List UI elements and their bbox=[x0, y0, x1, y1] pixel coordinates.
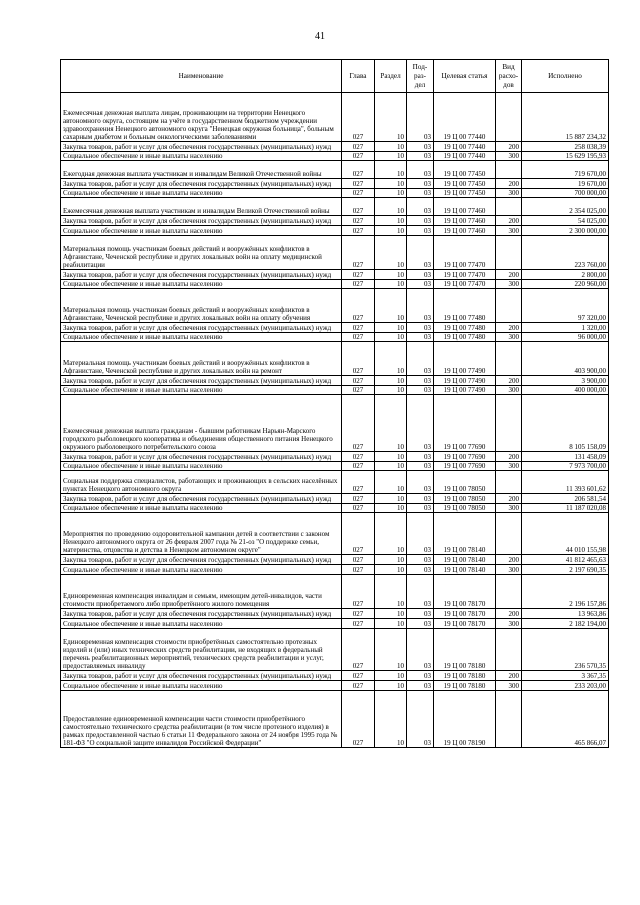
row-expense-kind: 200 bbox=[496, 609, 522, 619]
row-section: 10 bbox=[375, 142, 407, 152]
table-row bbox=[61, 513, 609, 555]
row-executed: 41 812 465,63 bbox=[522, 555, 609, 565]
row-subsection: 03 bbox=[407, 376, 434, 386]
row-section: 10 bbox=[375, 575, 407, 609]
row-chapter: 027 bbox=[342, 691, 375, 748]
row-expense-kind: 200 bbox=[496, 494, 522, 504]
row-executed: 8 105 158,09 bbox=[522, 395, 609, 452]
row-section: 10 bbox=[375, 629, 407, 671]
row-section: 10 bbox=[375, 691, 407, 748]
row-chapter: 027 bbox=[342, 226, 375, 236]
row-expense-kind: 300 bbox=[496, 333, 522, 342]
row-chapter: 027 bbox=[342, 280, 375, 289]
row-section: 10 bbox=[375, 342, 407, 376]
table-row bbox=[61, 93, 609, 142]
row-chapter: 027 bbox=[342, 189, 375, 198]
row-name: Социальное обеспечение и иные выплаты населению bbox=[61, 152, 342, 161]
row-expense-kind: 300 bbox=[496, 565, 522, 575]
table-row bbox=[61, 462, 609, 471]
row-subsection: 03 bbox=[407, 462, 434, 471]
table-row bbox=[61, 452, 609, 462]
row-expense-kind bbox=[496, 198, 522, 216]
row-expense-kind bbox=[496, 513, 522, 555]
row-chapter: 027 bbox=[342, 216, 375, 226]
row-target-article: 19 Ц 00 78180 bbox=[434, 629, 496, 671]
row-executed: 44 010 155,98 bbox=[522, 513, 609, 555]
row-expense-kind bbox=[496, 161, 522, 179]
row-section: 10 bbox=[375, 513, 407, 555]
table-row bbox=[61, 471, 609, 494]
row-executed: 19 670,00 bbox=[522, 179, 609, 189]
row-name: Закупка товаров, работ и услуг для обеспечения государственных (муниципальных) нужд bbox=[61, 216, 342, 226]
row-name: Социальное обеспечение и иные выплаты населению bbox=[61, 189, 342, 198]
row-subsection: 03 bbox=[407, 555, 434, 565]
row-executed: 236 570,35 bbox=[522, 629, 609, 671]
row-section: 10 bbox=[375, 504, 407, 513]
row-section: 10 bbox=[375, 395, 407, 452]
row-target-article: 19 Ц 00 77450 bbox=[434, 179, 496, 189]
row-name: Социальное обеспечение и иные выплаты населению bbox=[61, 462, 342, 471]
table-row bbox=[61, 323, 609, 333]
row-target-article: 19 Ц 00 78050 bbox=[434, 471, 496, 494]
row-expense-kind: 200 bbox=[496, 452, 522, 462]
table-row bbox=[61, 289, 609, 323]
row-expense-kind: 200 bbox=[496, 555, 522, 565]
row-subsection: 03 bbox=[407, 142, 434, 152]
row-subsection: 03 bbox=[407, 619, 434, 629]
row-section: 10 bbox=[375, 671, 407, 681]
row-chapter: 027 bbox=[342, 395, 375, 452]
row-subsection: 03 bbox=[407, 342, 434, 376]
table-row bbox=[61, 494, 609, 504]
row-target-article: 19 Ц 00 78140 bbox=[434, 513, 496, 555]
row-executed: 96 000,00 bbox=[522, 333, 609, 342]
row-expense-kind bbox=[496, 395, 522, 452]
row-expense-kind: 200 bbox=[496, 216, 522, 226]
row-executed: 2 197 690,35 bbox=[522, 565, 609, 575]
table-row bbox=[61, 386, 609, 395]
row-target-article: 19 Ц 00 77480 bbox=[434, 323, 496, 333]
table-row bbox=[61, 395, 609, 452]
row-executed: 97 320,00 bbox=[522, 289, 609, 323]
row-target-article: 19 Ц 00 77440 bbox=[434, 142, 496, 152]
row-subsection: 03 bbox=[407, 504, 434, 513]
row-subsection: 03 bbox=[407, 93, 434, 142]
row-name: Ежемесячная денежная выплата лицам, проживающим на территории Ненецкого автономного округа, состоящим на учёте в государственном бюджетном учреждении здравоохранения Ненецкого автономного округа "Ненецкая окружная больница", больным сахарным диабетом и больным онкологическими заболеваниями bbox=[61, 93, 342, 142]
header-target-article: Целевая статья bbox=[434, 60, 496, 93]
row-name: Ежемесячная денежная выплата участникам и инвалидам Великой Отечественной войны bbox=[61, 198, 342, 216]
row-subsection: 03 bbox=[407, 216, 434, 226]
row-subsection: 03 bbox=[407, 513, 434, 555]
row-expense-kind: 300 bbox=[496, 226, 522, 236]
row-executed: 719 670,00 bbox=[522, 161, 609, 179]
row-subsection: 03 bbox=[407, 152, 434, 161]
table-row bbox=[61, 189, 609, 198]
row-target-article: 19 Ц 00 77480 bbox=[434, 333, 496, 342]
row-subsection: 03 bbox=[407, 681, 434, 691]
row-executed: 465 866,07 bbox=[522, 691, 609, 748]
row-section: 10 bbox=[375, 386, 407, 395]
row-section: 10 bbox=[375, 323, 407, 333]
row-expense-kind bbox=[496, 575, 522, 609]
row-name: Закупка товаров, работ и услуг для обеспечения государственных (муниципальных) нужд bbox=[61, 452, 342, 462]
row-expense-kind: 200 bbox=[496, 671, 522, 681]
row-subsection: 03 bbox=[407, 629, 434, 671]
row-section: 10 bbox=[375, 565, 407, 575]
row-subsection: 03 bbox=[407, 189, 434, 198]
table-row bbox=[61, 161, 609, 179]
row-name: Единовременная компенсация инвалидам и семьям, имеющим детей-инвалидов, части стоимости приобретаемого либо приобретённого жилого помещения bbox=[61, 575, 342, 609]
row-subsection: 03 bbox=[407, 494, 434, 504]
row-subsection: 03 bbox=[407, 198, 434, 216]
row-chapter: 027 bbox=[342, 333, 375, 342]
row-target-article: 19 Ц 00 77440 bbox=[434, 152, 496, 161]
table-row bbox=[61, 142, 609, 152]
row-executed: 403 900,00 bbox=[522, 342, 609, 376]
row-name: Закупка товаров, работ и услуг для обеспечения государственных (муниципальных) нужд bbox=[61, 270, 342, 280]
row-subsection: 03 bbox=[407, 565, 434, 575]
row-section: 10 bbox=[375, 152, 407, 161]
header-expense-kind: Вид расхо- дов bbox=[496, 60, 522, 93]
row-expense-kind: 300 bbox=[496, 462, 522, 471]
row-executed: 15 887 234,32 bbox=[522, 93, 609, 142]
table-row bbox=[61, 342, 609, 376]
table-row bbox=[61, 629, 609, 671]
row-name: Закупка товаров, работ и услуг для обеспечения государственных (муниципальных) нужд bbox=[61, 376, 342, 386]
row-target-article: 19 Ц 00 78140 bbox=[434, 565, 496, 575]
row-target-article: 19 Ц 00 77470 bbox=[434, 236, 496, 270]
row-section: 10 bbox=[375, 681, 407, 691]
row-subsection: 03 bbox=[407, 671, 434, 681]
row-executed: 131 458,09 bbox=[522, 452, 609, 462]
row-target-article: 19 Ц 00 77460 bbox=[434, 216, 496, 226]
row-chapter: 027 bbox=[342, 462, 375, 471]
table-row bbox=[61, 671, 609, 681]
row-chapter: 027 bbox=[342, 504, 375, 513]
row-executed: 11 187 020,08 bbox=[522, 504, 609, 513]
row-section: 10 bbox=[375, 609, 407, 619]
row-chapter: 027 bbox=[342, 152, 375, 161]
row-section: 10 bbox=[375, 376, 407, 386]
row-chapter: 027 bbox=[342, 270, 375, 280]
row-target-article: 19 Ц 00 77460 bbox=[434, 226, 496, 236]
row-expense-kind bbox=[496, 471, 522, 494]
header-chapter: Глава bbox=[342, 60, 375, 93]
row-chapter: 027 bbox=[342, 609, 375, 619]
row-target-article: 19 Ц 00 77690 bbox=[434, 395, 496, 452]
row-section: 10 bbox=[375, 452, 407, 462]
row-target-article: 19 Ц 00 77460 bbox=[434, 198, 496, 216]
row-target-article: 19 Ц 00 78170 bbox=[434, 575, 496, 609]
row-expense-kind bbox=[496, 289, 522, 323]
row-section: 10 bbox=[375, 494, 407, 504]
row-chapter: 027 bbox=[342, 513, 375, 555]
row-executed: 233 203,00 bbox=[522, 681, 609, 691]
row-target-article: 19 Ц 00 77450 bbox=[434, 189, 496, 198]
row-target-article: 19 Ц 00 78180 bbox=[434, 671, 496, 681]
row-section: 10 bbox=[375, 189, 407, 198]
row-section: 10 bbox=[375, 93, 407, 142]
row-target-article: 19 Ц 00 77490 bbox=[434, 342, 496, 376]
header-name: Наименование bbox=[61, 60, 342, 93]
row-section: 10 bbox=[375, 333, 407, 342]
table-row bbox=[61, 565, 609, 575]
row-section: 10 bbox=[375, 226, 407, 236]
row-expense-kind: 200 bbox=[496, 142, 522, 152]
row-name: Закупка товаров, работ и услуг для обеспечения государственных (муниципальных) нужд bbox=[61, 609, 342, 619]
table-row bbox=[61, 504, 609, 513]
row-subsection: 03 bbox=[407, 161, 434, 179]
row-chapter: 027 bbox=[342, 619, 375, 629]
row-section: 10 bbox=[375, 198, 407, 216]
row-subsection: 03 bbox=[407, 270, 434, 280]
row-name: Единовременная компенсация стоимости приобретённых самостоятельно протезных изделий и (или) иных технических средств реабилитации, не входящих в федеральный перечень реабилитационных мероприятий, технических средств реабилитации и услуг, предоставляемых инвалиду bbox=[61, 629, 342, 671]
row-section: 10 bbox=[375, 462, 407, 471]
row-name: Закупка товаров, работ и услуг для обеспечения государственных (муниципальных) нужд bbox=[61, 142, 342, 152]
row-chapter: 027 bbox=[342, 555, 375, 565]
row-name: Материальная помощь участникам боевых действий и вооружённых конфликтов в Афганистане, Чеченской республике и других локальных войн на оплату медицинской реабилитации bbox=[61, 236, 342, 270]
row-expense-kind: 300 bbox=[496, 504, 522, 513]
row-chapter: 027 bbox=[342, 386, 375, 395]
row-subsection: 03 bbox=[407, 609, 434, 619]
row-name: Социальное обеспечение и иные выплаты населению bbox=[61, 386, 342, 395]
table-row bbox=[61, 226, 609, 236]
row-target-article: 19 Ц 00 77490 bbox=[434, 376, 496, 386]
row-chapter: 027 bbox=[342, 179, 375, 189]
row-chapter: 027 bbox=[342, 565, 375, 575]
row-expense-kind: 200 bbox=[496, 376, 522, 386]
row-name: Социальное обеспечение и иные выплаты населению bbox=[61, 226, 342, 236]
row-name: Закупка товаров, работ и услуг для обеспечения государственных (муниципальных) нужд bbox=[61, 671, 342, 681]
row-subsection: 03 bbox=[407, 280, 434, 289]
row-expense-kind: 300 bbox=[496, 386, 522, 395]
row-chapter: 027 bbox=[342, 161, 375, 179]
row-target-article: 19 Ц 00 78170 bbox=[434, 619, 496, 629]
row-expense-kind bbox=[496, 629, 522, 671]
row-expense-kind: 300 bbox=[496, 681, 522, 691]
row-executed: 2 182 194,00 bbox=[522, 619, 609, 629]
row-expense-kind: 300 bbox=[496, 619, 522, 629]
row-subsection: 03 bbox=[407, 179, 434, 189]
row-target-article: 19 Ц 00 78190 bbox=[434, 691, 496, 748]
header-subsection: Под- раз- дел bbox=[407, 60, 434, 93]
row-subsection: 03 bbox=[407, 575, 434, 609]
table-row bbox=[61, 681, 609, 691]
row-target-article: 19 Ц 00 77480 bbox=[434, 289, 496, 323]
row-subsection: 03 bbox=[407, 452, 434, 462]
row-expense-kind bbox=[496, 691, 522, 748]
row-executed: 3 367,35 bbox=[522, 671, 609, 681]
row-expense-kind: 300 bbox=[496, 152, 522, 161]
page-number: 41 bbox=[315, 31, 325, 42]
row-chapter: 027 bbox=[342, 142, 375, 152]
row-executed: 11 393 601,62 bbox=[522, 471, 609, 494]
row-chapter: 027 bbox=[342, 236, 375, 270]
table-row bbox=[61, 555, 609, 565]
row-section: 10 bbox=[375, 555, 407, 565]
row-executed: 2 196 157,86 bbox=[522, 575, 609, 609]
row-subsection: 03 bbox=[407, 691, 434, 748]
row-executed: 15 629 195,93 bbox=[522, 152, 609, 161]
row-chapter: 027 bbox=[342, 342, 375, 376]
row-name: Закупка товаров, работ и услуг для обеспечения государственных (муниципальных) нужд bbox=[61, 555, 342, 565]
row-executed: 7 973 700,00 bbox=[522, 462, 609, 471]
row-expense-kind bbox=[496, 236, 522, 270]
row-expense-kind: 200 bbox=[496, 270, 522, 280]
row-name: Материальная помощь участникам боевых действий и вооружённых конфликтов в Афганистане, Чеченской республике и других локальных войн на оплату обучения bbox=[61, 289, 342, 323]
row-target-article: 19 Ц 00 77450 bbox=[434, 161, 496, 179]
table-row bbox=[61, 619, 609, 629]
row-executed: 2 800,00 bbox=[522, 270, 609, 280]
row-name: Материальная помощь участникам боевых действий и вооружённых конфликтов в Афганистане, Чеченской республике и других локальных войн на ремонт bbox=[61, 342, 342, 376]
row-target-article: 19 Ц 00 77690 bbox=[434, 452, 496, 462]
row-name: Закупка товаров, работ и услуг для обеспечения государственных (муниципальных) нужд bbox=[61, 323, 342, 333]
row-target-article: 19 Ц 00 78050 bbox=[434, 504, 496, 513]
row-section: 10 bbox=[375, 179, 407, 189]
row-executed: 258 038,39 bbox=[522, 142, 609, 152]
row-chapter: 027 bbox=[342, 671, 375, 681]
row-executed: 206 581,54 bbox=[522, 494, 609, 504]
table-row bbox=[61, 198, 609, 216]
row-chapter: 027 bbox=[342, 494, 375, 504]
header-row bbox=[61, 60, 609, 93]
row-target-article: 19 Ц 00 77490 bbox=[434, 386, 496, 395]
row-name: Социальное обеспечение и иные выплаты населению bbox=[61, 333, 342, 342]
row-chapter: 027 bbox=[342, 323, 375, 333]
row-name: Ежемесячная денежная выплата гражданам - бывшим работникам Нарьян-Марского городского рыболовецкого кооператива и объединения общественного питания Ненецкого окружного рыболовецкого потребительского союза bbox=[61, 395, 342, 452]
row-target-article: 19 Ц 00 77440 bbox=[434, 93, 496, 142]
row-executed: 3 900,00 bbox=[522, 376, 609, 386]
row-name: Социальное обеспечение и иные выплаты населению bbox=[61, 565, 342, 575]
table-row bbox=[61, 236, 609, 270]
table-row bbox=[61, 270, 609, 280]
row-executed: 220 960,00 bbox=[522, 280, 609, 289]
row-subsection: 03 bbox=[407, 471, 434, 494]
row-section: 10 bbox=[375, 619, 407, 629]
header-executed: Исполнено bbox=[522, 60, 609, 93]
row-subsection: 03 bbox=[407, 289, 434, 323]
row-executed: 400 000,00 bbox=[522, 386, 609, 395]
row-section: 10 bbox=[375, 161, 407, 179]
row-section: 10 bbox=[375, 236, 407, 270]
row-executed: 54 025,00 bbox=[522, 216, 609, 226]
row-chapter: 027 bbox=[342, 198, 375, 216]
table-row bbox=[61, 333, 609, 342]
header-section: Раздел bbox=[375, 60, 407, 93]
table-row bbox=[61, 179, 609, 189]
row-executed: 2 300 000,00 bbox=[522, 226, 609, 236]
budget-table bbox=[60, 59, 609, 748]
row-name: Социальное обеспечение и иные выплаты населению bbox=[61, 280, 342, 289]
row-chapter: 027 bbox=[342, 289, 375, 323]
row-chapter: 027 bbox=[342, 681, 375, 691]
row-expense-kind: 300 bbox=[496, 189, 522, 198]
row-target-article: 19 Ц 00 78050 bbox=[434, 494, 496, 504]
row-name: Закупка товаров, работ и услуг для обеспечения государственных (муниципальных) нужд bbox=[61, 494, 342, 504]
row-target-article: 19 Ц 00 78170 bbox=[434, 609, 496, 619]
row-subsection: 03 bbox=[407, 323, 434, 333]
row-name: Ежегодная денежная выплата участникам и инвалидам Великой Отечественной войны bbox=[61, 161, 342, 179]
row-expense-kind bbox=[496, 93, 522, 142]
row-expense-kind: 200 bbox=[496, 323, 522, 333]
row-section: 10 bbox=[375, 471, 407, 494]
row-chapter: 027 bbox=[342, 629, 375, 671]
row-expense-kind: 200 bbox=[496, 179, 522, 189]
row-name: Мероприятия по проведению оздоровительной кампании детей в соответствии с законом Ненецкого автономного округа от 26 февраля 2007 года № 21-оз "О поддержке семьи, материнства, отцовства и детства в Ненецком автономном округе" bbox=[61, 513, 342, 555]
row-target-article: 19 Ц 00 77690 bbox=[434, 462, 496, 471]
row-subsection: 03 bbox=[407, 386, 434, 395]
row-target-article: 19 Ц 00 77470 bbox=[434, 270, 496, 280]
row-name: Предоставление единовременной компенсации части стоимости приобретённого самостоятельно технического средства реабилитации (в том числе протезного изделия) в рамках предоставленной частью 6 статьи 11 Федерального закона от 24 ноября 1995 года № 181-ФЗ "О социальной защите инвалидов Российской Федерации" bbox=[61, 691, 342, 748]
row-name: Социальное обеспечение и иные выплаты населению bbox=[61, 619, 342, 629]
row-subsection: 03 bbox=[407, 236, 434, 270]
row-chapter: 027 bbox=[342, 575, 375, 609]
row-expense-kind bbox=[496, 342, 522, 376]
table-row bbox=[61, 609, 609, 619]
row-chapter: 027 bbox=[342, 376, 375, 386]
table-row bbox=[61, 376, 609, 386]
row-executed: 700 000,00 bbox=[522, 189, 609, 198]
row-target-article: 19 Ц 00 77470 bbox=[434, 280, 496, 289]
row-name: Социальная поддержка специалистов, работающих и проживающих в сельских населённых пунктах Ненецкого автономного округа bbox=[61, 471, 342, 494]
row-chapter: 027 bbox=[342, 93, 375, 142]
table-row bbox=[61, 575, 609, 609]
row-subsection: 03 bbox=[407, 333, 434, 342]
row-target-article: 19 Ц 00 78140 bbox=[434, 555, 496, 565]
row-subsection: 03 bbox=[407, 226, 434, 236]
row-expense-kind: 300 bbox=[496, 280, 522, 289]
row-name: Закупка товаров, работ и услуг для обеспечения государственных (муниципальных) нужд bbox=[61, 179, 342, 189]
table-row bbox=[61, 152, 609, 161]
row-name: Социальное обеспечение и иные выплаты населению bbox=[61, 504, 342, 513]
row-executed: 13 963,86 bbox=[522, 609, 609, 619]
row-chapter: 027 bbox=[342, 471, 375, 494]
table-row bbox=[61, 280, 609, 289]
row-executed: 2 354 025,00 bbox=[522, 198, 609, 216]
row-chapter: 027 bbox=[342, 452, 375, 462]
row-subsection: 03 bbox=[407, 395, 434, 452]
row-section: 10 bbox=[375, 289, 407, 323]
row-executed: 1 320,00 bbox=[522, 323, 609, 333]
table-row bbox=[61, 216, 609, 226]
row-section: 10 bbox=[375, 216, 407, 226]
table-row bbox=[61, 691, 609, 748]
row-executed: 223 760,00 bbox=[522, 236, 609, 270]
row-target-article: 19 Ц 00 78180 bbox=[434, 681, 496, 691]
table-body bbox=[61, 93, 609, 748]
row-section: 10 bbox=[375, 280, 407, 289]
row-name: Социальное обеспечение и иные выплаты населению bbox=[61, 681, 342, 691]
row-section: 10 bbox=[375, 270, 407, 280]
